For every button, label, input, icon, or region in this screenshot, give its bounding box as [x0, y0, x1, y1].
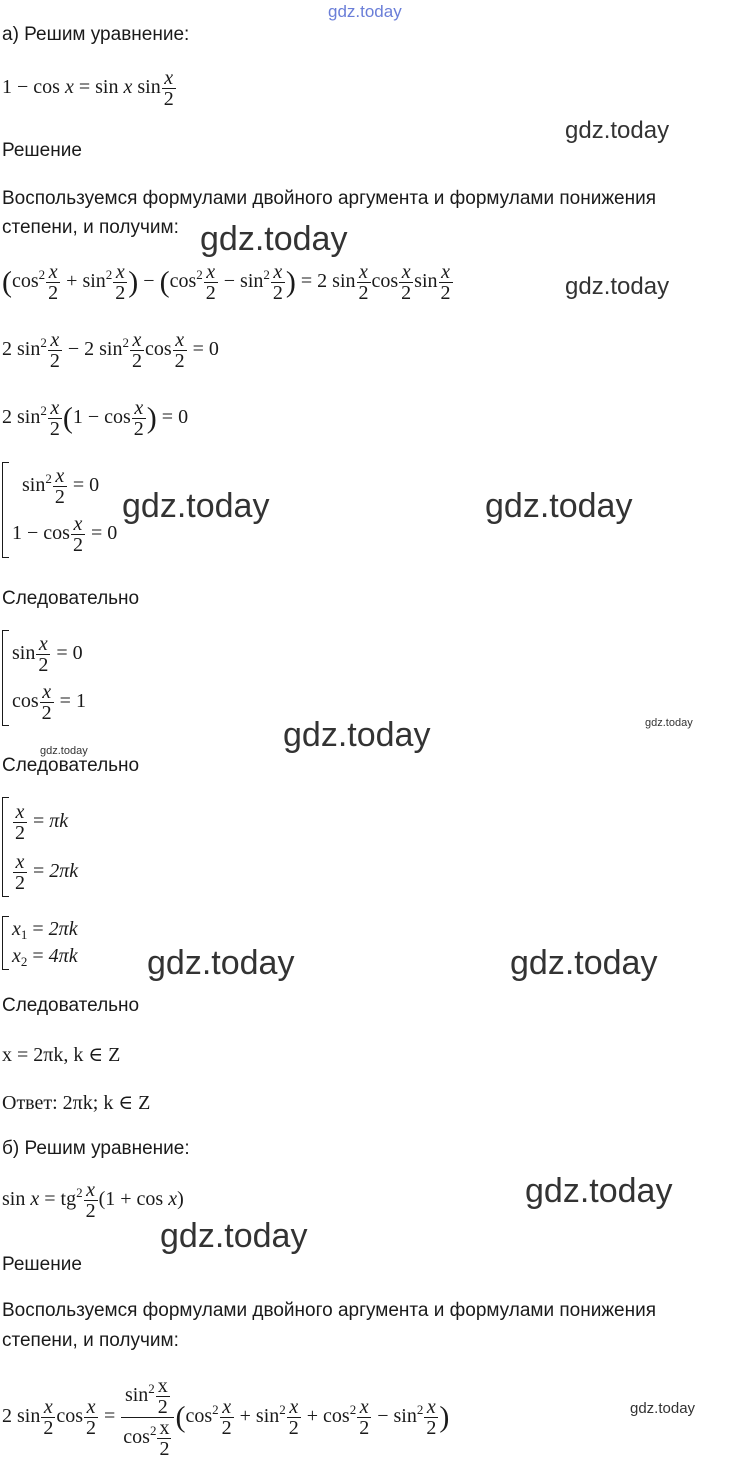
watermark: gdz.today — [565, 117, 670, 144]
step-3-equation: 2 $\sin^2$ $\frac{x}{2}$ (1 − cos $\frac{x}{2}$ ) = 0 — [2, 397, 189, 440]
part-a-intro-line1: Воспользуемся формулами двойного аргумента и формулами понижения — [2, 188, 657, 209]
watermark: gdz.today — [147, 944, 295, 982]
watermark: gdz.today — [510, 944, 658, 982]
therefore-3: Следовательно — [2, 995, 140, 1016]
answer: Ответ: 2πk; k ∈ Z — [2, 1092, 151, 1114]
part-b-equation: $\sin x = tg^2$ $\frac{x}{2}$ (1 + cos x) — [2, 1179, 184, 1222]
part-a-intro-line2: степени, и получим: — [2, 217, 179, 238]
step-1-equation: ($\cos^2$ $\frac{x}{2}$ + $\sin^2$ $\frac{x}{2}$ ) − ($\cos^2$ $\frac{x}{2}$ − $\sin^2$ $\frac{x}{2}$ ) = 2 sin $\frac{x}{2}$ cos $\frac{x}{2}$ sin $\frac{x}{2}$ — [2, 261, 451, 304]
system-1: $\sin^2$ $\frac{x}{2}$ = 0 1 − cos $\frac{x}{2}$ = 0 — [2, 462, 117, 558]
watermark: gdz.today — [630, 1400, 696, 1417]
part-b-heading: б) Решим уравнение: — [2, 1138, 190, 1159]
part-b-step-1: 2 sin $\frac{x}{2}$ cos $\frac{x}{2}$ = $\sin^2$ $\frac{x}{2}$ $\cos^2$ $\frac{x}{2}$ ($\cos^2$ $\frac{x}{2}$ + $\sin^2$ $\frac{x}{2}$ + $\cos^2$ $\frac{x}{2}$ − $\sin^2$ $\frac{x}{2}$ ) — [2, 1375, 450, 1460]
system-3: $\frac{x}{2}$ = πk $\frac{x}{2}$ = 2πk — [2, 797, 78, 897]
watermark: gdz.today — [283, 716, 431, 754]
step-2-equation: 2 $\sin^2$ $\frac{x}{2}$ − 2 $\sin^2$ $\frac{x}{2}$ cos $\frac{x}{2}$ = 0 — [2, 329, 219, 372]
watermark: gdz.today — [525, 1172, 673, 1210]
therefore-1: Следовательно — [2, 588, 140, 609]
part-a-equation: 1 − cos x = sin x sin $\frac{x}{2}$ — [2, 67, 174, 110]
therefore-2: Следовательно — [2, 755, 140, 776]
watermark: gdz.today — [485, 487, 633, 525]
part-a-heading: а) Решим уравнение: — [2, 24, 190, 45]
part-b-intro-line2: степени, и получим: — [2, 1330, 179, 1351]
part-b-solution-label: Решение — [2, 1254, 82, 1275]
watermark: gdz.today — [160, 1217, 308, 1255]
watermark: gdz.today — [122, 487, 270, 525]
final-result: x = 2πk, k ∈ Z — [2, 1044, 121, 1066]
part-b-intro-line1: Воспользуемся формулами двойного аргумента и формулами понижения — [2, 1300, 657, 1321]
system-4: $x_1 = 2\pi k$ $x_2 = 4\pi k$ — [2, 916, 78, 970]
watermark-top: gdz.today — [328, 2, 402, 21]
watermark: gdz.today — [645, 717, 693, 729]
watermark: gdz.today — [200, 220, 348, 258]
watermark: gdz.today — [565, 273, 670, 300]
system-2: sin $\frac{x}{2}$ = 0 cos $\frac{x}{2}$ = 1 — [2, 630, 86, 726]
watermark: gdz.today — [40, 745, 88, 757]
part-a-solution-label: Решение — [2, 140, 82, 161]
